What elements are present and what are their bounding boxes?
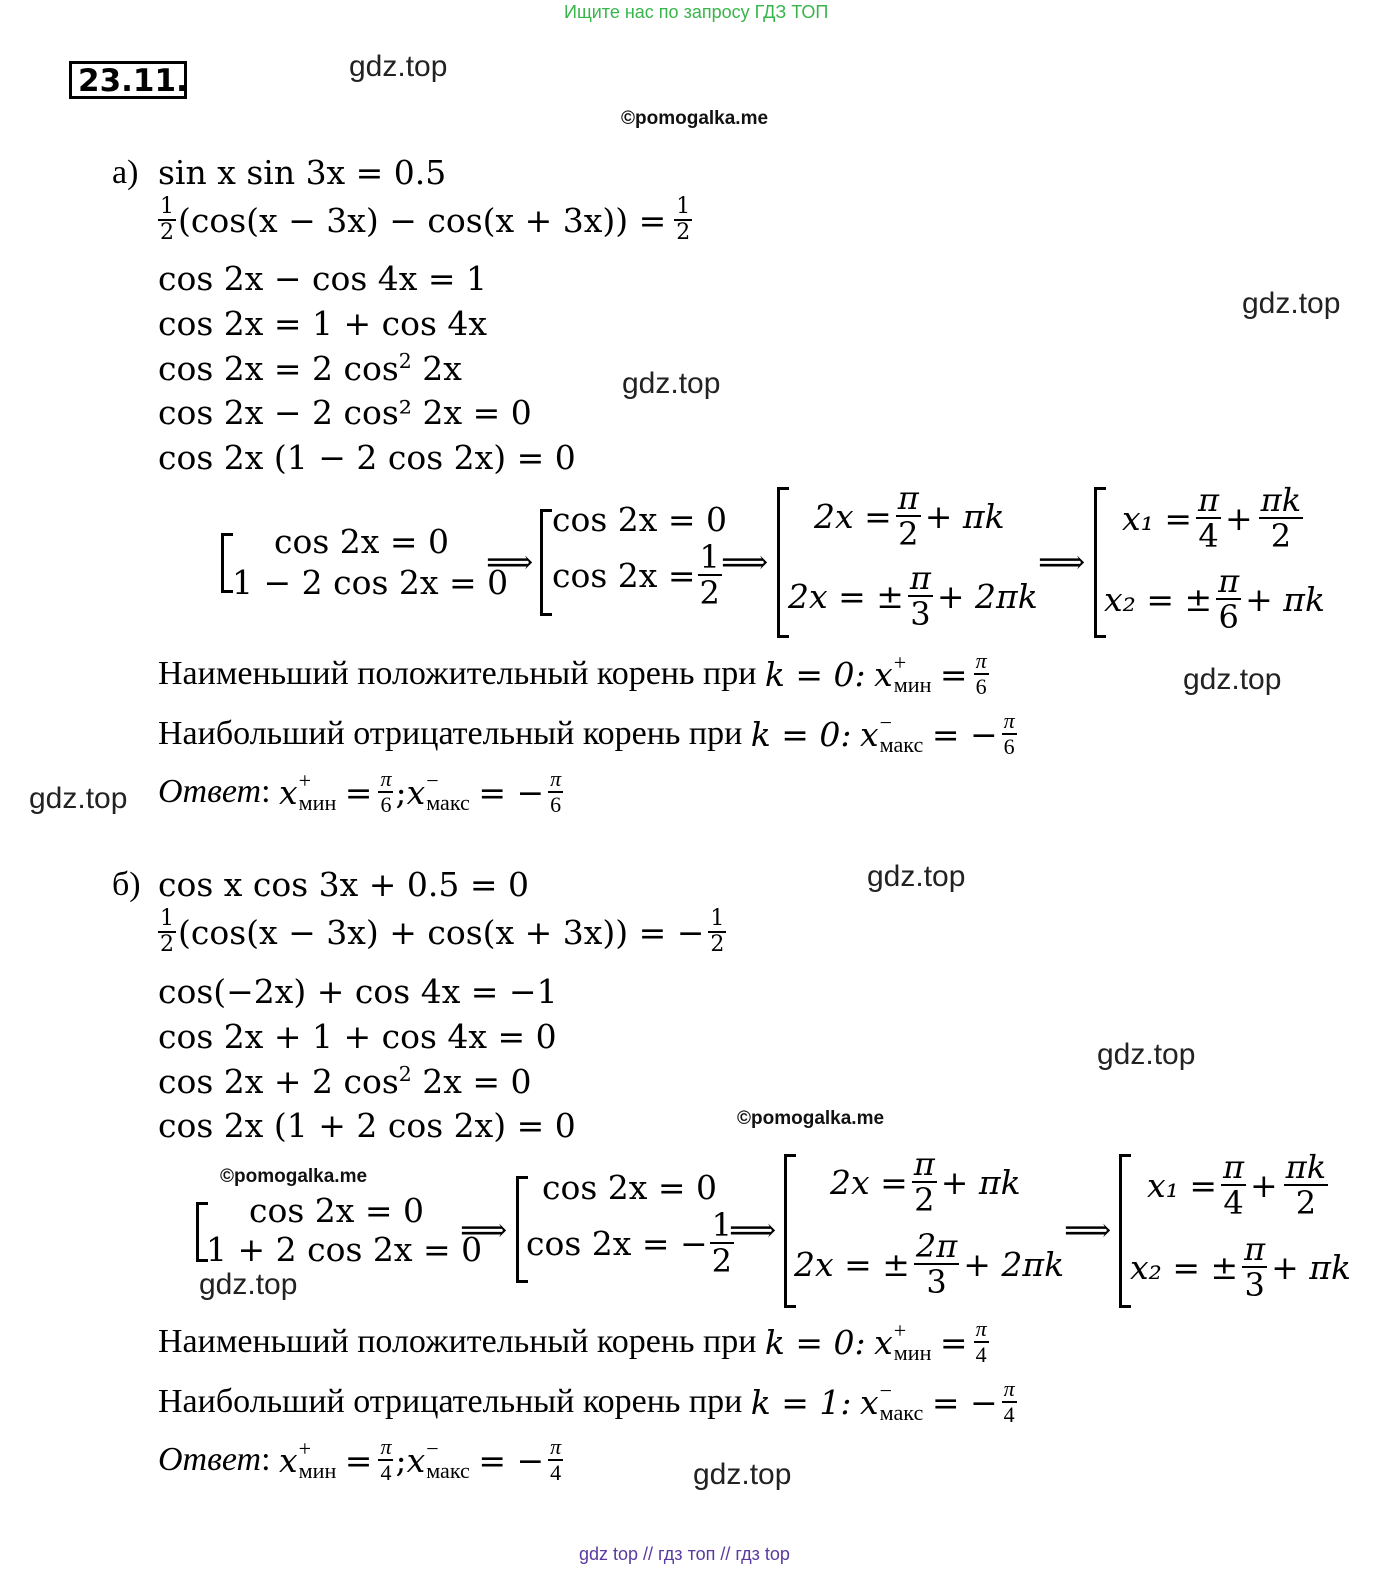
- part-a-min-root: Наименьший положительный корень при k = 0: x + мин = $\frac{\pi}{6}$: [158, 648, 987, 699]
- sub-sup: + мин: [298, 767, 337, 815]
- implies-arrow: ⟹: [721, 542, 769, 581]
- sys-b3-line2: 2x = ± $\frac{2\pi}{3}$ + 2πk: [794, 1227, 1065, 1301]
- part-b-line-4: cos 2x + 1 + cos 4x = 0: [158, 1017, 557, 1056]
- fraction: $\frac{\pi}{6}$: [975, 648, 987, 699]
- fraction: $\frac{\pi}{6}$: [550, 766, 562, 817]
- part-b-line-2: $\frac{1}{2}$ (cos(x − 3x) + cos(x + 3x)) = − $\frac{1}{2}$: [160, 906, 725, 957]
- part-a-label: а): [112, 154, 139, 191]
- fraction: $\frac{\pi}{6}$: [380, 766, 392, 817]
- sys-b4-line2: x₂ = ± $\frac{\pi}{3}$ + πk: [1130, 1230, 1351, 1304]
- sub-sup: − макс: [879, 709, 924, 757]
- watermark-gdz: gdz.top: [1183, 663, 1282, 696]
- implies-arrow: ⟹: [729, 1210, 777, 1249]
- part-b-answer: Ответ : x + мин = $\frac{\pi}{4}$ ; x − макс = − $\frac{\pi}{4}$: [158, 1434, 562, 1485]
- sys-a2-line2: cos 2x = $\frac{1}{2}$: [552, 538, 720, 612]
- part-b-line-6: cos 2x (1 + 2 cos 2x) = 0: [158, 1106, 576, 1145]
- bottom-banner: gdz top // гдз топ // гдз top: [579, 1544, 790, 1564]
- sys-b1-line2: 1 + 2 cos 2x = 0: [206, 1230, 483, 1269]
- part-b-line-3: cos(−2x) + cos 4x = −1: [158, 972, 558, 1011]
- sys-a4-line1: x₁ = $\frac{\pi}{4}$ + $\frac{\pi k}{2}$: [1122, 481, 1302, 555]
- fraction: $\frac{\pi}{2}$: [897, 479, 919, 553]
- fraction: $\frac{\pi}{6}$: [1218, 562, 1240, 636]
- fraction: $\frac{\pi}{4}$: [380, 1434, 392, 1485]
- watermark-gdz: gdz.top: [1097, 1038, 1196, 1071]
- fraction: $\frac{\pi}{3}$: [909, 559, 931, 633]
- part-a-max-root: Наибольший отрицательный корень при k = 0: x − макс = − $\frac{\pi}{6}$: [158, 708, 1015, 759]
- watermark-gdz: gdz.top: [1242, 287, 1341, 320]
- part-b-max-root: Наибольший отрицательный корень при k = 1: x − макс = − $\frac{\pi}{4}$: [158, 1376, 1015, 1427]
- part-a-line-5: cos 2x = 2 $\cos^2 2x$: [158, 349, 462, 388]
- top-banner: Ищите нас по запросу ГДЗ ТОП: [564, 2, 829, 22]
- fraction: $\frac{\pi}{6}$: [1003, 708, 1015, 759]
- part-a-line-2: $\frac{1}{2}$ (cos(x − 3x) − cos(x + 3x)) = $\frac{1}{2}$: [160, 194, 691, 245]
- watermark-gdz: gdz.top: [29, 782, 128, 815]
- part-a-line-7: cos 2x (1 − 2 cos 2x) = 0: [158, 438, 576, 477]
- sys-b3-line1: 2x = $\frac{\pi}{2}$ + πk: [830, 1145, 1021, 1219]
- sub-sup: + мин: [893, 1317, 932, 1365]
- sys-a4-line2: x₂ = ± $\frac{\pi}{6}$ + πk: [1104, 562, 1325, 636]
- fraction: $\frac{\pi}{4}$: [550, 1434, 562, 1485]
- fraction: $\frac{\pi}{2}$: [913, 1145, 935, 1219]
- sys-b2-line1: cos 2x = 0: [542, 1168, 718, 1207]
- watermark-gdz: gdz.top: [349, 50, 448, 83]
- fraction: $\frac{1}{2}$: [710, 906, 725, 957]
- part-b-line-5: cos 2x + 2 $\cos^2 2x = 0$: [158, 1062, 532, 1101]
- watermark-gdz: gdz.top: [622, 367, 721, 400]
- watermark-gdz: gdz.top: [693, 1458, 792, 1491]
- fraction: $\frac{1}{2}$: [160, 194, 174, 245]
- sub-sup: − макс: [426, 767, 470, 815]
- sys-a2-line1: cos 2x = 0: [552, 500, 728, 539]
- implies-arrow: ⟹: [1038, 542, 1086, 581]
- part-a-answer: Ответ : x + мин = $\frac{\pi}{6}$ ; x − макс = − $\frac{\pi}{6}$: [158, 766, 562, 817]
- fraction: $\frac{\pi k}{2}$: [1260, 481, 1302, 555]
- watermark-gdz: gdz.top: [867, 860, 966, 893]
- sub-sup: + мин: [298, 1435, 337, 1483]
- sys-a3-line2: 2x = ± $\frac{\pi}{3}$ + 2πk: [788, 559, 1038, 633]
- system-bracket: [540, 509, 552, 616]
- fraction: $\frac{\pi}{4}$: [1003, 1376, 1015, 1427]
- part-a-line-6: cos 2x − 2 cos² 2x = 0: [158, 393, 532, 432]
- sys-a3-line1: 2x = $\frac{\pi}{2}$ + πk: [814, 479, 1005, 553]
- problem-number: 23.11.: [69, 61, 187, 99]
- fraction: $\frac{1}{2}$: [699, 538, 720, 612]
- sub-sup: − макс: [879, 1377, 924, 1425]
- implies-arrow: ⟹: [460, 1210, 508, 1249]
- fraction: $\frac{\pi k}{2}$: [1285, 1148, 1327, 1222]
- part-b-min-root: Наименьший положительный корень при k = 0: x + мин = $\frac{\pi}{4}$: [158, 1316, 987, 1367]
- fraction: $\frac{\pi}{4}$: [975, 1316, 987, 1367]
- fraction: $\frac{1}{2}$: [676, 194, 691, 245]
- sys-b1-line1: cos 2x = 0: [249, 1191, 425, 1230]
- implies-arrow: ⟹: [486, 542, 534, 581]
- sys-a1-line2: 1 − 2 cos 2x = 0: [232, 563, 509, 602]
- fraction: $\frac{\pi}{3}$: [1244, 1230, 1266, 1304]
- sys-b4-line1: x₁ = $\frac{\pi}{4}$ + $\frac{\pi k}{2}$: [1147, 1148, 1327, 1222]
- watermark-pomogalka: ©pomogalka.me: [220, 1166, 368, 1187]
- fraction: $\frac{\pi}{4}$: [1222, 1148, 1245, 1222]
- fraction: $\frac{2\pi}{3}$: [915, 1227, 958, 1301]
- part-b-label: б): [112, 866, 141, 903]
- sys-a1-line1: cos 2x = 0: [274, 522, 450, 561]
- watermark-pomogalka: ©pomogalka.me: [621, 108, 769, 129]
- sub-sup: − макс: [426, 1435, 470, 1483]
- fraction: $\frac{\pi}{4}$: [1197, 481, 1220, 555]
- part-a-line-1: sin x sin 3x = 0.5: [158, 153, 447, 192]
- part-a-line-3: cos 2x − cos 4x = 1: [158, 259, 488, 298]
- implies-arrow: ⟹: [1064, 1210, 1112, 1249]
- watermark-pomogalka: ©pomogalka.me: [737, 1108, 885, 1129]
- sys-b2-line2: cos 2x = − $\frac{1}{2}$: [526, 1206, 733, 1280]
- part-b-line-1: cos x cos 3x + 0.5 = 0: [158, 865, 529, 904]
- fraction: $\frac{1}{2}$: [711, 1206, 733, 1280]
- sub-sup: + мин: [893, 649, 932, 697]
- part-a-line-4: cos 2x = 1 + cos 4x: [158, 304, 488, 343]
- fraction: $\frac{1}{2}$: [160, 906, 174, 957]
- watermark-gdz: gdz.top: [199, 1268, 298, 1301]
